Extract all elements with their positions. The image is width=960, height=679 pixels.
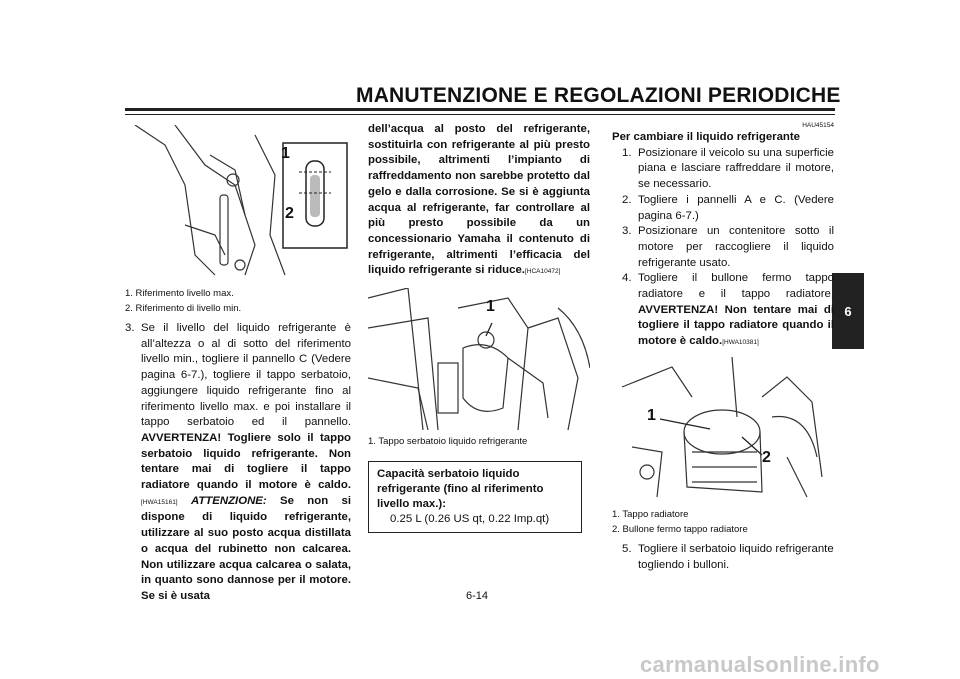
section-code: HAU45154 [802,122,834,129]
figure-label-2: 2 [285,205,294,222]
page-number: 6-14 [466,590,489,602]
step-2 [612,193,834,224]
column-2 [368,122,590,533]
caption-1: 1. Riferimento livello max. [125,288,234,299]
reservoir-cap-illustration [368,288,590,430]
step-3-text: Se il livello del liquido refrigerante è all’altezza o al di sotto del riferimento livello min., togliere il pannello C (Vedere pagina 6-7.), togliere il tappo serbatoio, aggiungere liquido refrigerante fino al riferimento livello max. e poi installare il tappo serbatoio ed il pannello. [141,322,351,429]
figure-label-1: 1 [486,298,495,316]
step-3 [125,321,351,605]
step-text [141,321,351,605]
figure-label-1: 1 [647,406,656,424]
watermark: carmanualsonline.info [640,652,880,677]
column-3 [612,122,834,573]
step-4 [612,271,834,351]
chapter-tab: 6 [832,273,864,349]
attention-label: ATTENZIONE: [190,494,267,507]
step-3 [612,224,834,271]
step-5 [612,542,834,573]
warning-code: [HWA10381] [722,339,759,347]
capacity-title: Capacità serbatoio liquido refrigerante (fino al riferimento livello max.): [377,468,544,511]
step-text: Togliere il serbatoio liquido refrigerante togliendo i bulloni. [638,542,834,571]
caption-2: 2. Bullone fermo tappo radiatore [612,523,748,535]
capacity-value: 0.25 L (0.26 US qt, 0.22 Imp.qt) [390,513,550,526]
capacity-box [368,461,582,533]
coolant-reservoir-level-figure [125,125,351,277]
step-number: 2. [622,193,632,206]
caption-2: 2. Riferimento di livello min. [125,303,242,314]
caption-1: 1. Tappo radiatore [612,508,689,520]
attention-continued-text: dell’acqua al posto del refrigerante, sostituirla con refrigerante al più presto possibile, altrimenti l’impianto di raffreddamento non sarebbe protetto dal gelo e dalla corrosione. Se si è aggiunta acqua al refrigerante, far controllare al più presto possibile da un concessionario Yamaha il contenuto di refrigerante, altrimenti l’efficacia del liquido refrigerante si riduce. [368,123,590,277]
step-text [638,271,834,351]
warning-text: AVVERTENZA! Togliere solo il tappo serbatoio liquido refrigerante. Non tentare mai di togliere il tappo radiatore quando il motore è caldo. [141,431,351,492]
step-number: 5. [622,542,632,555]
step-1 [612,146,834,193]
header-rule [125,108,835,111]
reservoir-cap-figure [368,288,590,430]
caption-reservoir-cap: 1. Tappo serbatoio liquido refrigerante [368,436,528,448]
step-text: Posizionare un contenitore sotto il motore per raccogliere il liquido refrigerante usato. [638,225,834,269]
step-text: Posizionare il veicolo su una superficie piana e lasciare raffreddare il motore, se necessario. [638,146,834,191]
step-4-text: Togliere il bullone fermo tappo radiatore e il tappo radiatore. [638,272,834,301]
step-number: 1. [622,146,632,159]
step-number: 3. [622,225,632,238]
warning-code: [HWA15161] [141,498,178,506]
radiator-cap-illustration [612,357,834,505]
page-title: MANUTENZIONE E REGOLAZIONI PERIODICHE [356,84,841,107]
figure-label-2: 2 [762,448,771,466]
step-number: 3. [125,322,135,334]
section-heading: Per cambiare il liquido refrigerante [612,131,801,143]
header-rule-thin [125,114,835,115]
warning-text: AVVERTENZA! Non tentare mai di togliere il tappo radiatore quando il motore è caldo. [638,303,834,348]
radiator-cap-figure [612,357,834,505]
step-text: Togliere i pannelli A e C. (Vedere pagina 6-7.) [638,193,834,222]
attention-continued [368,122,590,280]
step-number: 4. [622,272,632,285]
attention-text: Se non si dispone di liquido refrigerante, utilizzare al suo posto acqua distillata o acqua del rubinetto non calcarea. Non utilizzare acqua calcarea o salata, in quanto sono dannose per il motore. Se si è usata [141,494,352,602]
column-1 [125,125,351,605]
figure-label-1: 1 [281,145,290,162]
attention-code: [HCA10472] [524,268,561,276]
